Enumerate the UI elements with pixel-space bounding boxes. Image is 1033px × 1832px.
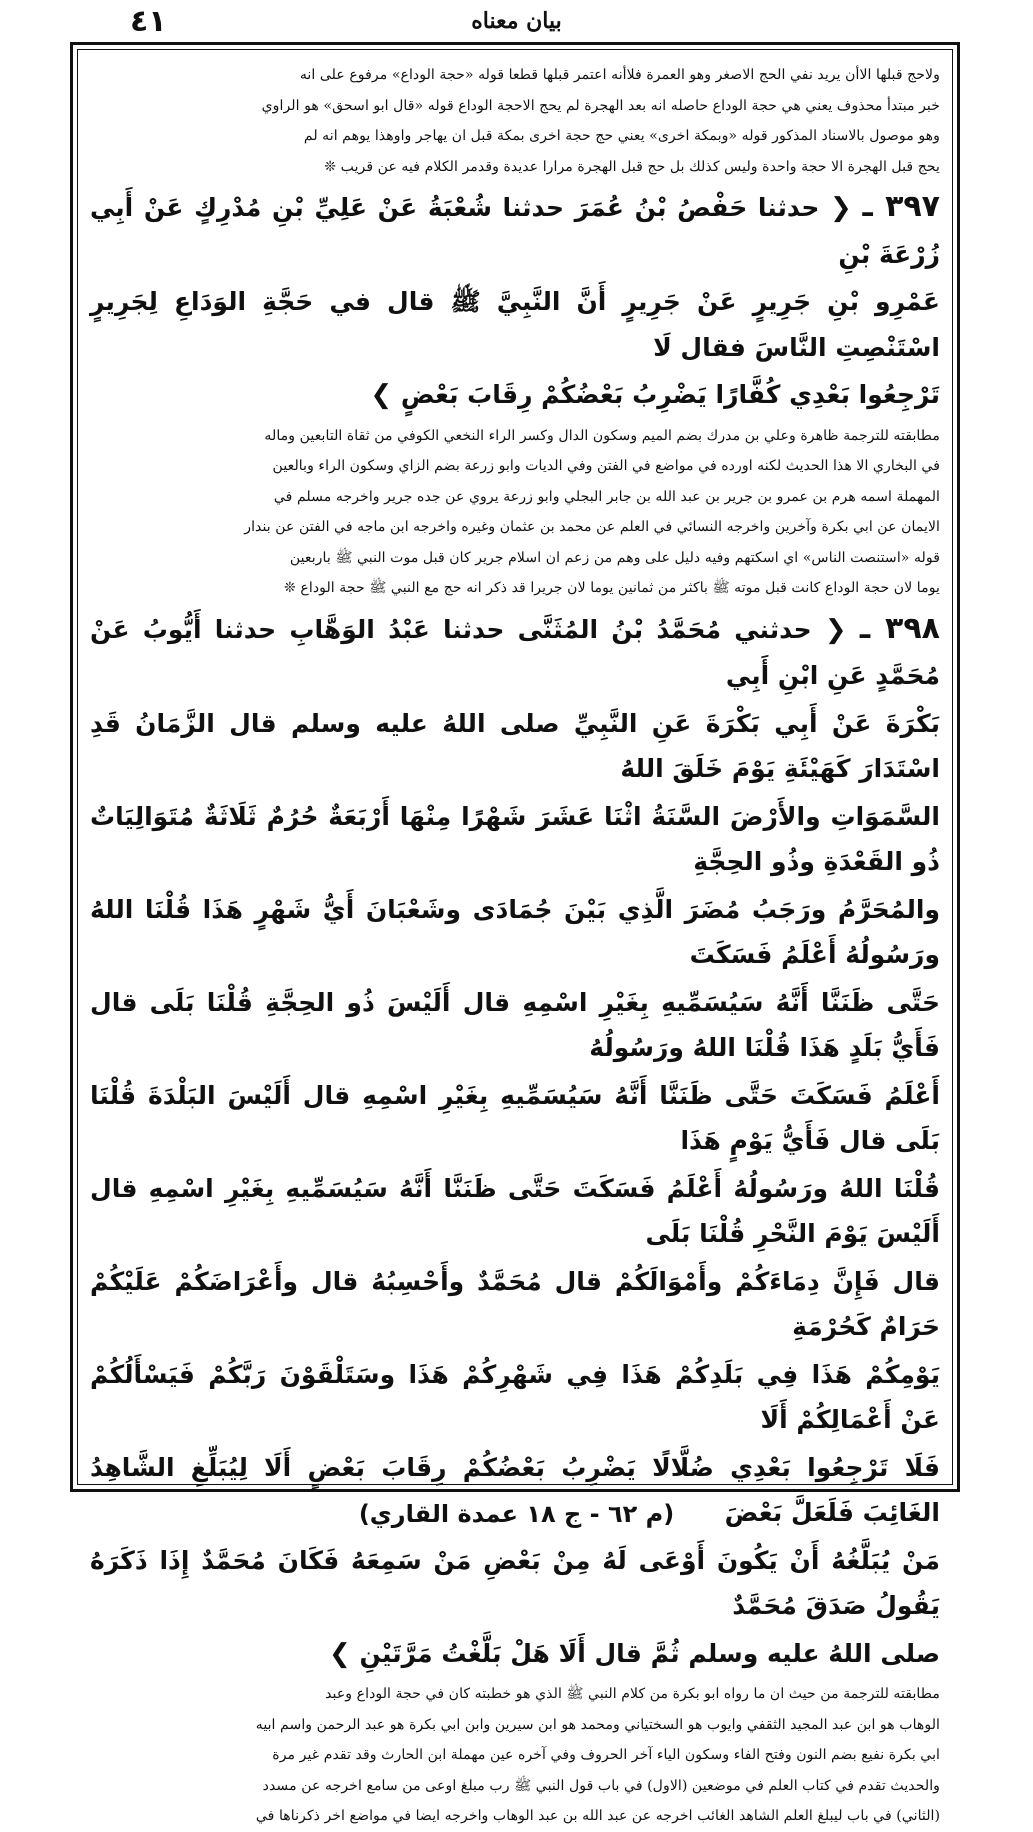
commentary-line: مطابقته للترجمة من حيث ان ما رواه ابو بكرة من كلام النبي ﷺ الذي هو خطبته كان في حجة الوداع وعبد (325, 1686, 940, 1702)
running-title: بيان معناه (471, 8, 562, 34)
hadith-line (90, 1631, 940, 1678)
hadith-text: تَرْجِعُوا بَعْدِي كُفَّارًا يَضْرِبُ بَعْضُكُمْ رِقَابَ بَعْضٍ (400, 380, 940, 409)
hadith-line: قُلْنَا اللهُ ورَسُولُهُ أَعْلَمُ فَسَكَتَ حَتَّى ظَنَنَّا أَنَّهُ سَيُسَمِّيهِ بِغَيْرِ اسْمِهِ قال أَلَيْسَ يَوْمَ النَّحْرِ قُلْنَا بَلَى (90, 1173, 940, 1248)
hadith-line (90, 372, 940, 419)
hadith-line: فَلَا تَرْجِعُوا بَعْدِي ضُلَّالًا يَضْرِبُ بَعْضُكُمْ رِقَابَ بَعْضٍ أَلَا لِيُبَلِّغِ الشَّاهِدُ الغَائِبَ فَلَعَلَّ بَعْضَ (90, 1452, 940, 1527)
commentary-line: مطابقته للترجمة ظاهرة وعلي بن مدرك بضم الميم وسكون الدال وكسر الراء النخعي الكوفي من ثقاة التابعين وماله (264, 427, 940, 444)
commentary-line: الوهاب هو ابن عبد المجيد الثقفي وايوب هو السختياني ومحمد هو ابن سيرين وابن ابي بكرة هو عبد الرحمن واسم ابيه (255, 1716, 940, 1733)
hadith-line: يَوْمِكُمْ هَذَا فِي بَلَدِكُمْ هَذَا فِي شَهْرِكُمْ هَذَا وسَتَلْقَوْنَ رَبَّكُمْ فَيَسْأَلُكُمْ عَنْ أَعْمَالِكُمْ أَلَا (90, 1359, 940, 1434)
hadith-line (90, 606, 940, 699)
hadith-line: عَمْرِو بْنِ جَرِيرٍ عَنْ جَرِيرٍ أَنَّ النَّبِيَّ ﷺ قال في حَجَّةِ الوَدَاعِ لِجَرِيرٍ اسْتَنْصِتِ النَّاسَ فقال لَا (90, 287, 940, 362)
page-number: ٤١ (130, 4, 167, 39)
commentary-line: في البخاري الا هذا الحديث لكنه اورده في مواضع في الفتن وفي الديات وابو زرعة بضم الزاي وسكون الراء وبالعين (272, 458, 940, 474)
hadith-number: ٣٩٨ ـ (859, 610, 940, 646)
hadith-open-marker: ❮ (830, 193, 852, 223)
commentary-block-1 (90, 60, 940, 182)
hadith-line: مَنْ يُبَلَّغُهُ أَنْ يَكُونَ أَوْعَى لَهُ مِنْ بَعْضِ مَنْ سَمِعَهُ فَكَانَ مُحَمَّدٌ إِذَا ذَكَرَهُ يَقُولُ صَدَقَ مُحَمَّدٌ (90, 1545, 940, 1620)
commentary-block-3 (90, 1679, 940, 1832)
commentary-line: (الثاني) في باب ليبلغ العلم الشاهد الغائب اخرجه عن عبد الله بن عبد الوهاب واخرجه ايضا في مواضع اخر ذكرناها في (255, 1808, 940, 1824)
commentary-line: قوله «استنصت الناس» اي اسكتهم وفيه دليل على وهم من زعم ان اسلام جرير كان قبل موت النبي ﷺ باربعين (289, 549, 940, 566)
hadith-line: أَعْلَمُ فَسَكَتَ حَتَّى ظَنَنَّا أَنَّهُ سَيُسَمِّيهِ بِغَيْرِ اسْمِهِ قال أَلَيْسَ البَلْدَةَ قُلْنَا بَلَى قال فَأَيُّ يَوْمٍ هَذَا (90, 1080, 940, 1155)
commentary-line: ولاحج قبلها الاأن يريد نفي الحج الاصغر وهو العمرة فلاأنه اعتمر قبلها قطعا قوله «حجة الوداع» مرفوع على انه (299, 67, 940, 83)
hadith-text: حدثني مُحَمَّدُ بْنُ المُثَنَّى حدثنا عَبْدُ الوَهَّابِ حدثنا أَيُّوبُ عَنْ مُحَمَّدٍ عَنِ ابْنِ أَبِي (90, 614, 940, 690)
hadith-397 (90, 184, 940, 419)
hadith-line: حَتَّى ظَنَنَّا أَنَّهُ سَيُسَمِّيهِ بِغَيْرِ اسْمِهِ قال أَلَيْسَ ذُو الحِجَّةِ قُلْنَا بَلَى قال فَأَيُّ بَلَدٍ هَذَا قُلْنَا اللهُ ورَسُولُهُ (90, 987, 940, 1062)
commentary-line: الايمان عن ابي بكرة وآخرين واخرجه النسائي في العلم عن محمد بن عثمان وغيره واخرجه ابن ماجه في الفتن عن بندار (244, 519, 940, 535)
hadith-line (90, 184, 940, 277)
commentary-line: والحديث تقدم في كتاب العلم في موضعين (الاول) في باب قول النبي ﷺ رب مبلغ اوعى من سامع اخرجه عن مسدد (262, 1777, 940, 1794)
hadith-close-marker: ❯ (370, 380, 393, 410)
hadith-text: صلى اللهُ عليه وسلم ثُمَّ قال أَلَا هَلْ بَلَّغْتُ مَرَّتَيْنِ (359, 1638, 940, 1668)
commentary-block-2 (90, 421, 940, 604)
hadith-line: والمُحَرَّمُ ورَجَبُ مُضَرَ الَّذِي بَيْنَ جُمَادَى وشَعْبَانَ أَيُّ شَهْرٍ هَذَا قُلْنَا اللهُ ورَسُولُهُ أَعْلَمُ فَسَكَتَ (90, 894, 940, 969)
hadith-line: السَّمَوَاتِ والأَرْضَ السَّنَةُ اثْنَا عَشَرَ شَهْرًا مِنْهَا أَرْبَعَةٌ حُرُمٌ ثَلَاثَةٌ مُتَوَالِيَاتٌ ذُو القَعْدَةِ وذُو الحِجَّةِ (90, 801, 940, 876)
commentary-line: ابي بكرة نفيع بضم النون وفتح الفاء وسكون الياء آخر الحروف وفي آخره عين مهملة ابن الحارث وقد تقدم غير مرة (272, 1747, 940, 1763)
hadith-line: قال فَإِنَّ دِمَاءَكُمْ وأَمْوَالَكُمْ قال مُحَمَّدٌ وأَحْسِبُهُ قال وأَعْرَاضَكُمْ عَلَيْكُمْ حَرَامٌ كَحُرْمَةِ (90, 1266, 940, 1341)
commentary-line: خبر مبتدأ محذوف يعني هي حجة الوداع حاصله انه بعد الهجرة لم يحج الاحجة الوداع قوله «قال ابو اسحق» هو الراوي (261, 97, 940, 114)
commentary-line: يحج قبل الهجرة الا حجة واحدة وليس كذلك بل حج قبل الهجرة مرارا عديدة وقدمر الكلام فيه عن قريب ❊ (324, 158, 940, 175)
hadith-text: حدثنا حَفْصُ بْنُ عُمَرَ حدثنا شُعْبَةُ عَنْ عَلِيِّ بْنِ مُدْرِكٍ عَنْ أَبِي زُرْعَةَ بْنِ (90, 193, 940, 269)
commentary-line: وهو موصول بالاسناد المذكور قوله «وبمكة اخرى» يعني حج حجة اخرى بمكة قبل ان يهاجر واوهذا يوهم انه لم (303, 128, 940, 144)
hadith-open-marker: ❮ (824, 614, 847, 645)
hadith-number: ٣٩٧ ـ (862, 189, 940, 224)
hadith-close-marker: ❯ (329, 1638, 351, 1669)
hadith-line: بَكْرَةَ عَنْ أَبِي بَكْرَةَ عَنِ النَّبِيِّ صلى اللهُ عليه وسلم قال الزَّمَانُ قَدِ اسْتَدَارَ كَهَيْئَةِ يَوْمَ خَلَقَ اللهُ (90, 708, 940, 783)
page-header (60, 4, 973, 40)
commentary-line: يوما لان حجة الوداع كانت قبل موته ﷺ باكثر من ثمانين يوما لان جريرا قد ذكر انه حج مع النبي ﷺ حجة الوداع ❊ (284, 580, 940, 596)
commentary-line: المهملة اسمه هرم بن عمرو بن جرير بن عبد الله بن جابر البجلي وابو زرعة يروي عن جده جرير واخرجه مسلم في (273, 488, 940, 505)
page-signature: (م ٦٢ - ج ١٨ عمدة القاري) (358, 1500, 675, 1528)
